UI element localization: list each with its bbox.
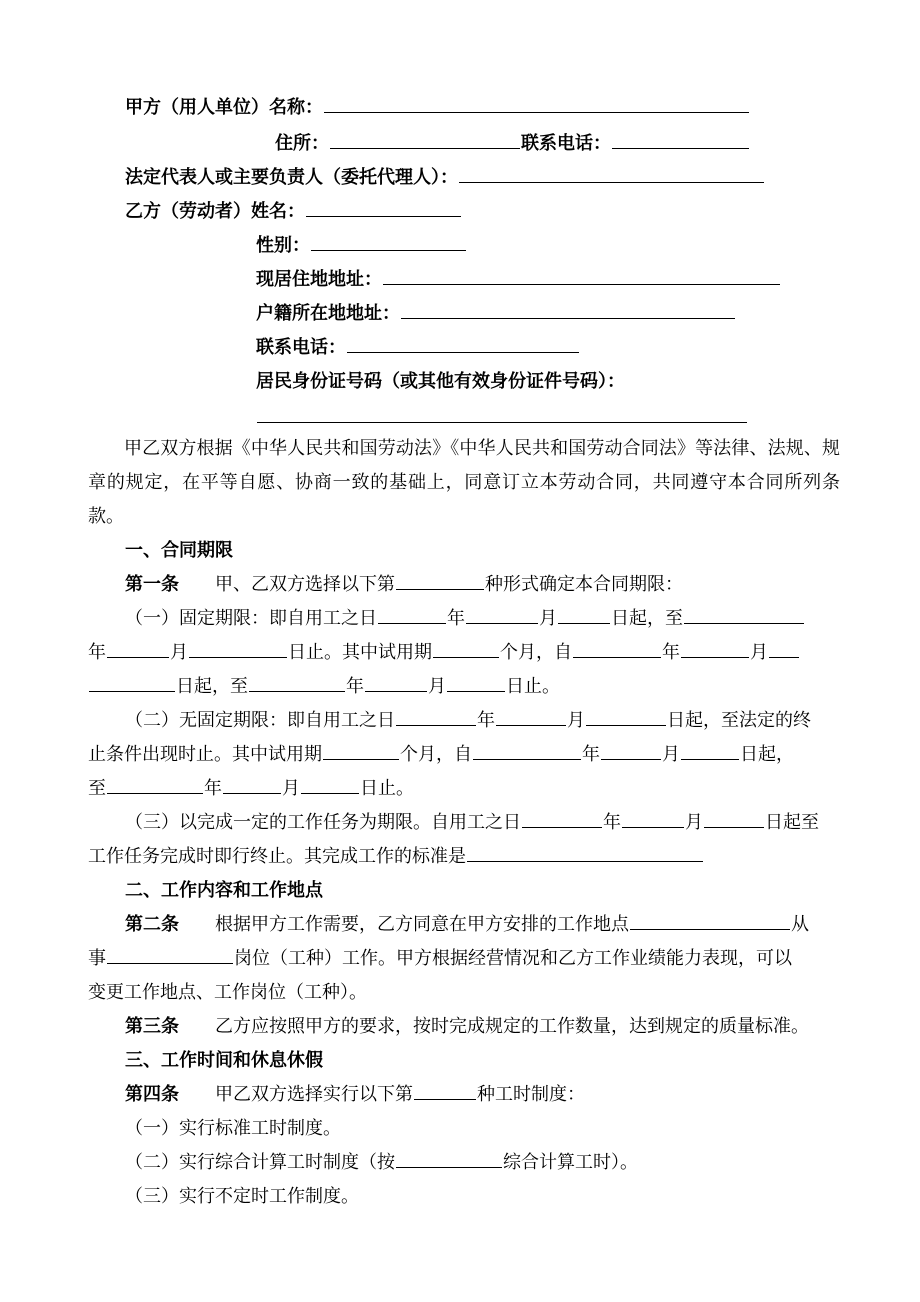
- contract-term-type-field[interactable]: [396, 571, 484, 590]
- task-term-intro: （三）以完成一定的工作任务为期限。自用工之日: [125, 812, 521, 833]
- month-text: 月: [170, 642, 188, 663]
- fixed-start-month-field[interactable]: [466, 605, 538, 624]
- open-term-text-f: 至: [88, 778, 106, 799]
- party-b-phone-field[interactable]: [347, 334, 579, 353]
- article1-text-a: 甲、乙双方选择以下第: [215, 574, 395, 595]
- month-text: 月: [567, 710, 585, 731]
- section3-heading: 三、工作时间和休息休假: [125, 1050, 323, 1071]
- year-text: 年: [447, 608, 465, 629]
- open-term-text-d: 个月，自: [400, 744, 472, 765]
- hours-option-2-text-b: 综合计算工时）。: [503, 1152, 638, 1173]
- article2-label: 第二条: [125, 914, 179, 935]
- section2-heading: 二、工作内容和工作地点: [125, 880, 323, 901]
- task-term-text-b: 日起至: [765, 812, 819, 833]
- party-b-id-label: 居民身份证号码（或其他有效身份证件号码）：: [256, 371, 625, 392]
- open-term-line-3: [88, 772, 414, 806]
- open-probation-end-month-field[interactable]: [223, 775, 281, 794]
- article2-line-1: [125, 908, 809, 942]
- task-term-line-1: [125, 806, 819, 840]
- open-start-month-field[interactable]: [496, 707, 566, 726]
- fixed-probation-start-year-field[interactable]: [573, 639, 661, 658]
- article2-text-b: 从: [791, 914, 809, 935]
- probation-text: 日止。其中试用期: [288, 642, 432, 663]
- section1-heading: 一、合同期限: [125, 540, 233, 561]
- open-probation-start-day-field[interactable]: [681, 741, 739, 760]
- task-completion-standard-field[interactable]: [467, 843, 703, 862]
- article2-text-c: 事: [88, 948, 106, 969]
- party-b-registered-address-field[interactable]: [401, 300, 735, 319]
- party-a-phone-field[interactable]: [612, 130, 749, 149]
- party-a-address-line: [275, 127, 750, 161]
- month-text: 月: [539, 608, 557, 629]
- fixed-start-day-field[interactable]: [558, 605, 610, 624]
- party-a-address-label: 住所：: [275, 133, 329, 154]
- party-a-name-label: 甲方（用人单位）名称：: [125, 97, 323, 118]
- year-text: 年: [88, 642, 106, 663]
- open-start-day-field[interactable]: [586, 707, 666, 726]
- legal-rep-label: 法定代表人或主要负责人（委托代理人）：: [125, 167, 458, 188]
- party-a-name-field[interactable]: [324, 94, 749, 113]
- article4-text-a: 甲乙双方选择实行以下第: [215, 1084, 413, 1105]
- party-b-id-field[interactable]: [257, 404, 747, 423]
- open-start-year-field[interactable]: [396, 707, 476, 726]
- party-b-gender-line: [256, 229, 467, 263]
- job-position-field[interactable]: [107, 945, 233, 964]
- open-probation-end-day-field[interactable]: [301, 775, 359, 794]
- task-term-line-2: [88, 840, 704, 874]
- hours-option-2: [125, 1146, 638, 1180]
- open-term-text-e: 日起，: [740, 744, 794, 765]
- task-start-year-field[interactable]: [522, 809, 602, 828]
- month-text: 月: [282, 778, 300, 799]
- fixed-probation-start-month-field[interactable]: [681, 639, 749, 658]
- party-b-name-label: 乙方（劳动者）姓名：: [125, 201, 305, 222]
- month-text: 月: [428, 676, 446, 697]
- party-b-gender-label: 性别：: [256, 235, 310, 256]
- task-start-day-field[interactable]: [704, 809, 764, 828]
- year-text: 年: [204, 778, 222, 799]
- legal-rep-field[interactable]: [459, 164, 764, 183]
- year-text: 年: [582, 744, 600, 765]
- article3-label: 第三条: [125, 1016, 179, 1037]
- party-b-registered-address-label: 户籍所在地地址：: [256, 303, 400, 324]
- year-text: 年: [662, 642, 680, 663]
- months-from-text: 个月，自: [500, 642, 572, 663]
- day-end-text: 日止。: [360, 778, 414, 799]
- open-term-text-c: 止条件出现时止。其中试用期: [88, 744, 322, 765]
- article3-text: 乙方应按照甲方的要求，按时完成规定的工作数量，达到规定的质量标准。: [215, 1016, 809, 1037]
- party-b-phone-label: 联系电话：: [256, 337, 346, 358]
- hours-option-3: （三）实行不定时工作制度。: [125, 1186, 359, 1207]
- fixed-probation-end-year-field[interactable]: [249, 673, 345, 692]
- article1-label: 第一条: [125, 574, 179, 595]
- article2-line-3: 变更工作地点、工作岗位（工种）。: [88, 982, 367, 1003]
- party-a-phone-label: 联系电话：: [521, 133, 611, 154]
- fixed-term-line-2: [88, 636, 800, 670]
- comprehensive-period-field[interactable]: [396, 1149, 502, 1168]
- open-probation-months-field[interactable]: [323, 741, 399, 760]
- task-start-month-field[interactable]: [622, 809, 684, 828]
- party-b-name-field[interactable]: [306, 198, 461, 217]
- fixed-end-month-field[interactable]: [107, 639, 169, 658]
- working-hours-type-field[interactable]: [414, 1081, 476, 1100]
- open-probation-start-year-field[interactable]: [473, 741, 581, 760]
- fixed-probation-end-month-field[interactable]: [365, 673, 427, 692]
- month-text: 月: [750, 642, 768, 663]
- fixed-term-line-3: [88, 670, 560, 704]
- task-term-text-c: 工作任务完成时即行终止。其完成工作的标准是: [88, 846, 466, 867]
- day-from-text: 日起，至: [176, 676, 248, 697]
- hours-option-1: （一）实行标准工时制度。: [125, 1118, 341, 1139]
- open-probation-end-year-field[interactable]: [107, 775, 203, 794]
- day-from-text: 日起，至: [611, 608, 683, 629]
- year-text: 年: [346, 676, 364, 697]
- article4-label: 第四条: [125, 1084, 179, 1105]
- year-text: 年: [603, 812, 621, 833]
- hours-option-2-text-a: （二）实行综合计算工时制度（按: [125, 1152, 395, 1173]
- legal-rep-line: [125, 161, 765, 195]
- article2-line-2: [88, 942, 792, 976]
- fixed-probation-end-day-field[interactable]: [447, 673, 505, 692]
- fixed-term-intro: （一）固定期限：即自用工之日: [125, 608, 377, 629]
- article2-text-a: 根据甲方工作需要，乙方同意在甲方安排的工作地点: [215, 914, 629, 935]
- article4-text-b: 种工时制度：: [477, 1084, 585, 1105]
- party-b-id-field-line: [256, 401, 748, 435]
- party-b-gender-field[interactable]: [311, 232, 466, 251]
- article1-text-b: 种形式确定本合同期限：: [485, 574, 683, 595]
- open-term-text-b: 日起，至法定的终: [667, 710, 811, 731]
- party-b-name-line: [125, 195, 462, 229]
- month-text: 月: [662, 744, 680, 765]
- fixed-probation-start-day-field-a[interactable]: [769, 639, 799, 658]
- open-term-line-2: [88, 738, 794, 772]
- fixed-probation-start-day-field[interactable]: [89, 673, 175, 692]
- party-b-registered-address-line: [256, 297, 736, 331]
- party-b-current-address-line: [256, 263, 781, 297]
- preamble-paragraph: 甲乙双方根据《中华人民共和国劳动法》《中华人民共和国劳动合同法》等法律、法规、规章的规定，在平等自愿、协商一致的基础上，同意订立本劳动合同，共同遵守本合同所列条款。: [88, 438, 840, 527]
- party-b-current-address-label: 现居住地地址：: [256, 269, 382, 290]
- article4-line: [125, 1078, 585, 1112]
- month-text: 月: [685, 812, 703, 833]
- open-term-line-1: [125, 704, 811, 738]
- fixed-term-line-1: [125, 602, 805, 636]
- open-probation-start-month-field[interactable]: [601, 741, 661, 760]
- fixed-end-year-field[interactable]: [684, 605, 804, 624]
- party-b-phone-line: [256, 331, 580, 365]
- fixed-end-day-field[interactable]: [189, 639, 287, 658]
- article2-text-d: 岗位（工种）工作。甲方根据经营情况和乙方工作业绩能力表现，可以: [234, 948, 792, 969]
- party-a-name-line: [125, 91, 750, 125]
- open-term-intro: （二）无固定期限：即自用工之日: [125, 710, 395, 731]
- party-b-id-line: [256, 365, 625, 399]
- day-end-text: 日止。: [506, 676, 560, 697]
- fixed-start-year-field[interactable]: [378, 605, 446, 624]
- party-b-current-address-field[interactable]: [383, 266, 780, 285]
- work-location-field[interactable]: [630, 911, 790, 930]
- party-a-address-field[interactable]: [330, 130, 520, 149]
- year-text: 年: [477, 710, 495, 731]
- article1-line: [125, 568, 683, 602]
- article3-line: [125, 1010, 809, 1044]
- fixed-probation-months-field[interactable]: [433, 639, 499, 658]
